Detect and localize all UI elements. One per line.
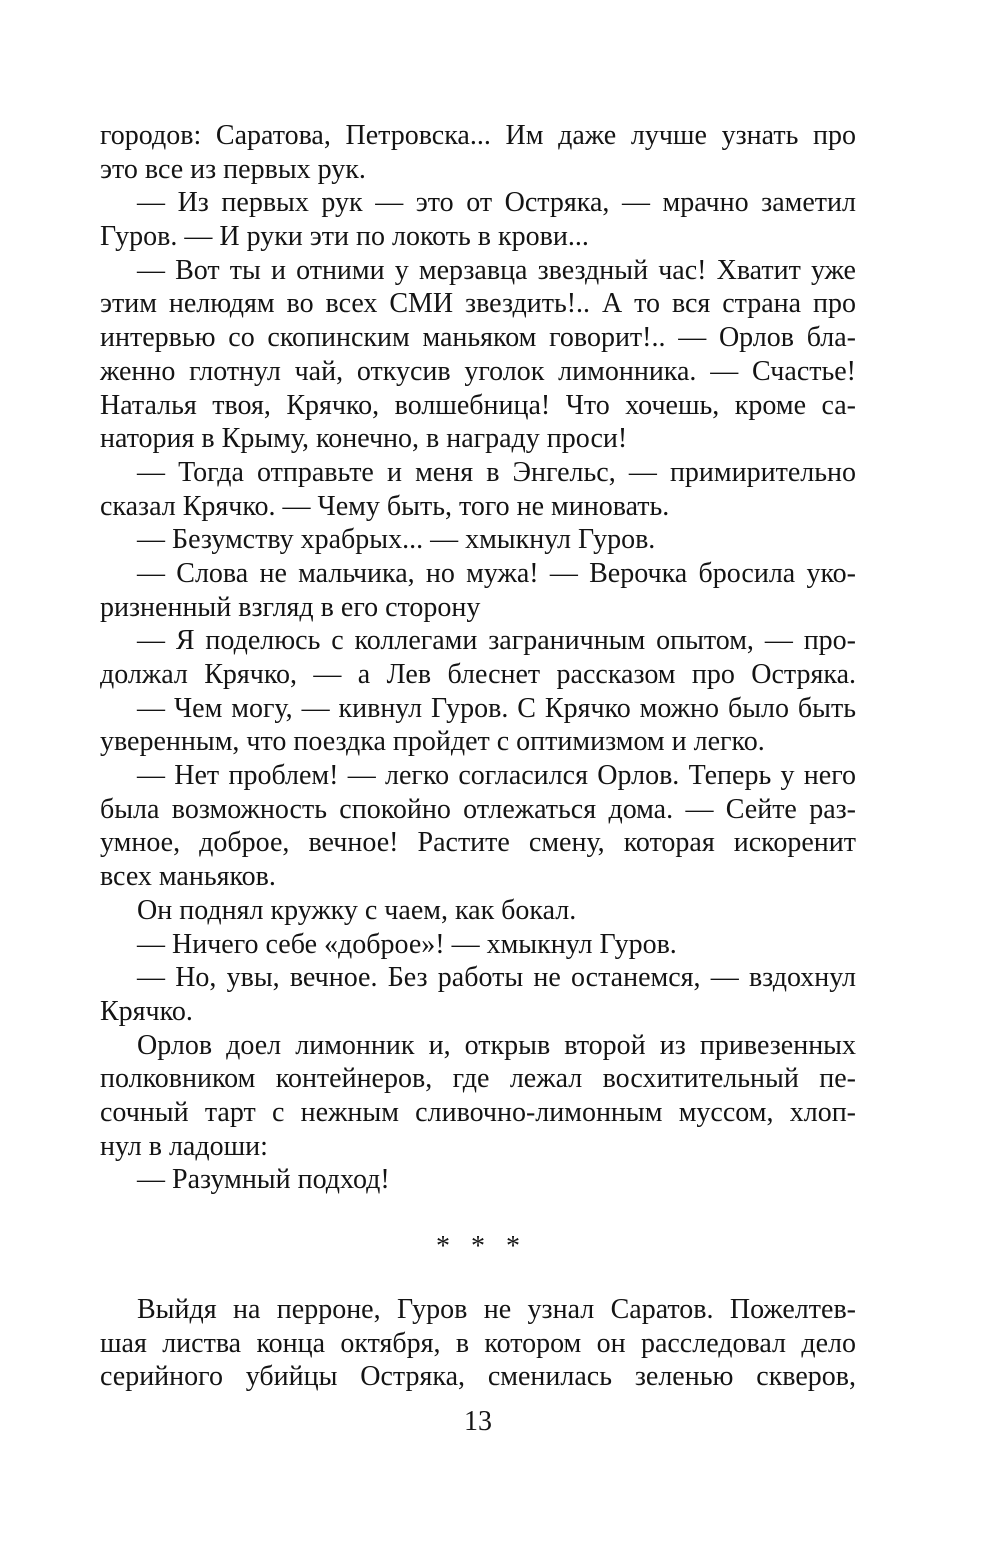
- text-line: шая листва конца октября, в котором он расследовал дело: [100, 1327, 856, 1359]
- text-line: — Я поделюсь с коллегами заграничным опытом, — про-: [137, 625, 856, 657]
- section-separator: * * *: [436, 1231, 520, 1262]
- text-column: [100, 119, 856, 1439]
- text-block-top: [100, 119, 856, 1197]
- text-line: Он поднял кружку с чаем, как бокал.: [137, 894, 577, 926]
- text-line: сказал Крячко. — Чему быть, того не миновать.: [100, 490, 670, 522]
- text-line: Наталья твоя, Крячко, волшебница! Что хочешь, кроме са-: [100, 389, 856, 421]
- text-line: — Но, увы, вечное. Без работы не останемся, — вздохнул: [137, 962, 856, 994]
- text-line: сочный тарт с нежным сливочно-лимонным муссом, хлоп-: [100, 1096, 856, 1128]
- text-line: умное, доброе, вечное! Растите смену, которая искоренит: [100, 827, 856, 859]
- text-line: Крячко.: [100, 995, 193, 1027]
- text-line: этим нелюдям во всех СМИ звездить!.. А то вся страна про: [100, 288, 856, 320]
- text-line: должал Крячко, — а Лев блеснет рассказом про Остряка.: [100, 659, 856, 690]
- page-number: 13: [464, 1406, 492, 1438]
- text-line: натория в Крыму, конечно, в награду проси!: [100, 423, 628, 455]
- text-line: женно глотнул чай, откусив уголок лимонника. — Счастье!: [100, 355, 856, 387]
- text-line: серийного убийцы Остряка, сменилась зеленью скверов,: [100, 1361, 856, 1393]
- text-line: — Из первых рук — это от Остряка, — мрачно заметил: [137, 187, 856, 219]
- text-line: — Безумству храбрых... — хмыкнул Гуров.: [137, 524, 656, 556]
- text-line: нул в ладоши:: [100, 1130, 268, 1162]
- text-line: уверенным, что поездка пройдет с оптимизмом и легко.: [100, 726, 765, 758]
- text-line: была возможность спокойно отлежаться дома. — Сейте раз-: [100, 793, 856, 825]
- text-line: — Вот ты и отними у мерзавца звездный час! Хватит уже: [137, 254, 856, 286]
- text-line: — Слова не мальчика, но мужа! — Верочка бросила уко-: [137, 557, 856, 589]
- text-line: — Чем могу, — кивнул Гуров. С Крячко можно было быть: [137, 692, 856, 724]
- text-block-bottom: [100, 1293, 856, 1394]
- text-line: интервью со скопинским маньяком говорит!.. — Орлов бла-: [100, 322, 856, 354]
- text-line: Гуров. — И руки эти по локоть в крови...: [100, 221, 589, 253]
- text-line: — Разумный подход!: [137, 1164, 390, 1196]
- text-line: Орлов доел лимонник и, открыв второй из привезенных: [137, 1029, 856, 1061]
- text-line: ризненный взгляд в его сторону: [100, 591, 481, 623]
- text-line: Выйдя на перроне, Гуров не узнал Саратов. Пожелтев-: [137, 1294, 856, 1325]
- text-line: городов: Саратова, Петровска... Им даже лучше узнать про: [100, 120, 856, 151]
- text-line: — Тогда отправьте и меня в Энгельс, — примирительно: [137, 456, 856, 488]
- text-line: — Ничего себе «доброе»! — хмыкнул Гуров.: [137, 928, 677, 960]
- text-line: всех маньяков.: [100, 861, 276, 893]
- text-line: полковником контейнеров, где лежал восхитительный пе-: [100, 1063, 856, 1095]
- text-line: — Нет проблем! — легко согласился Орлов. Теперь у него: [137, 760, 856, 792]
- text-line: это все из первых рук.: [100, 153, 366, 185]
